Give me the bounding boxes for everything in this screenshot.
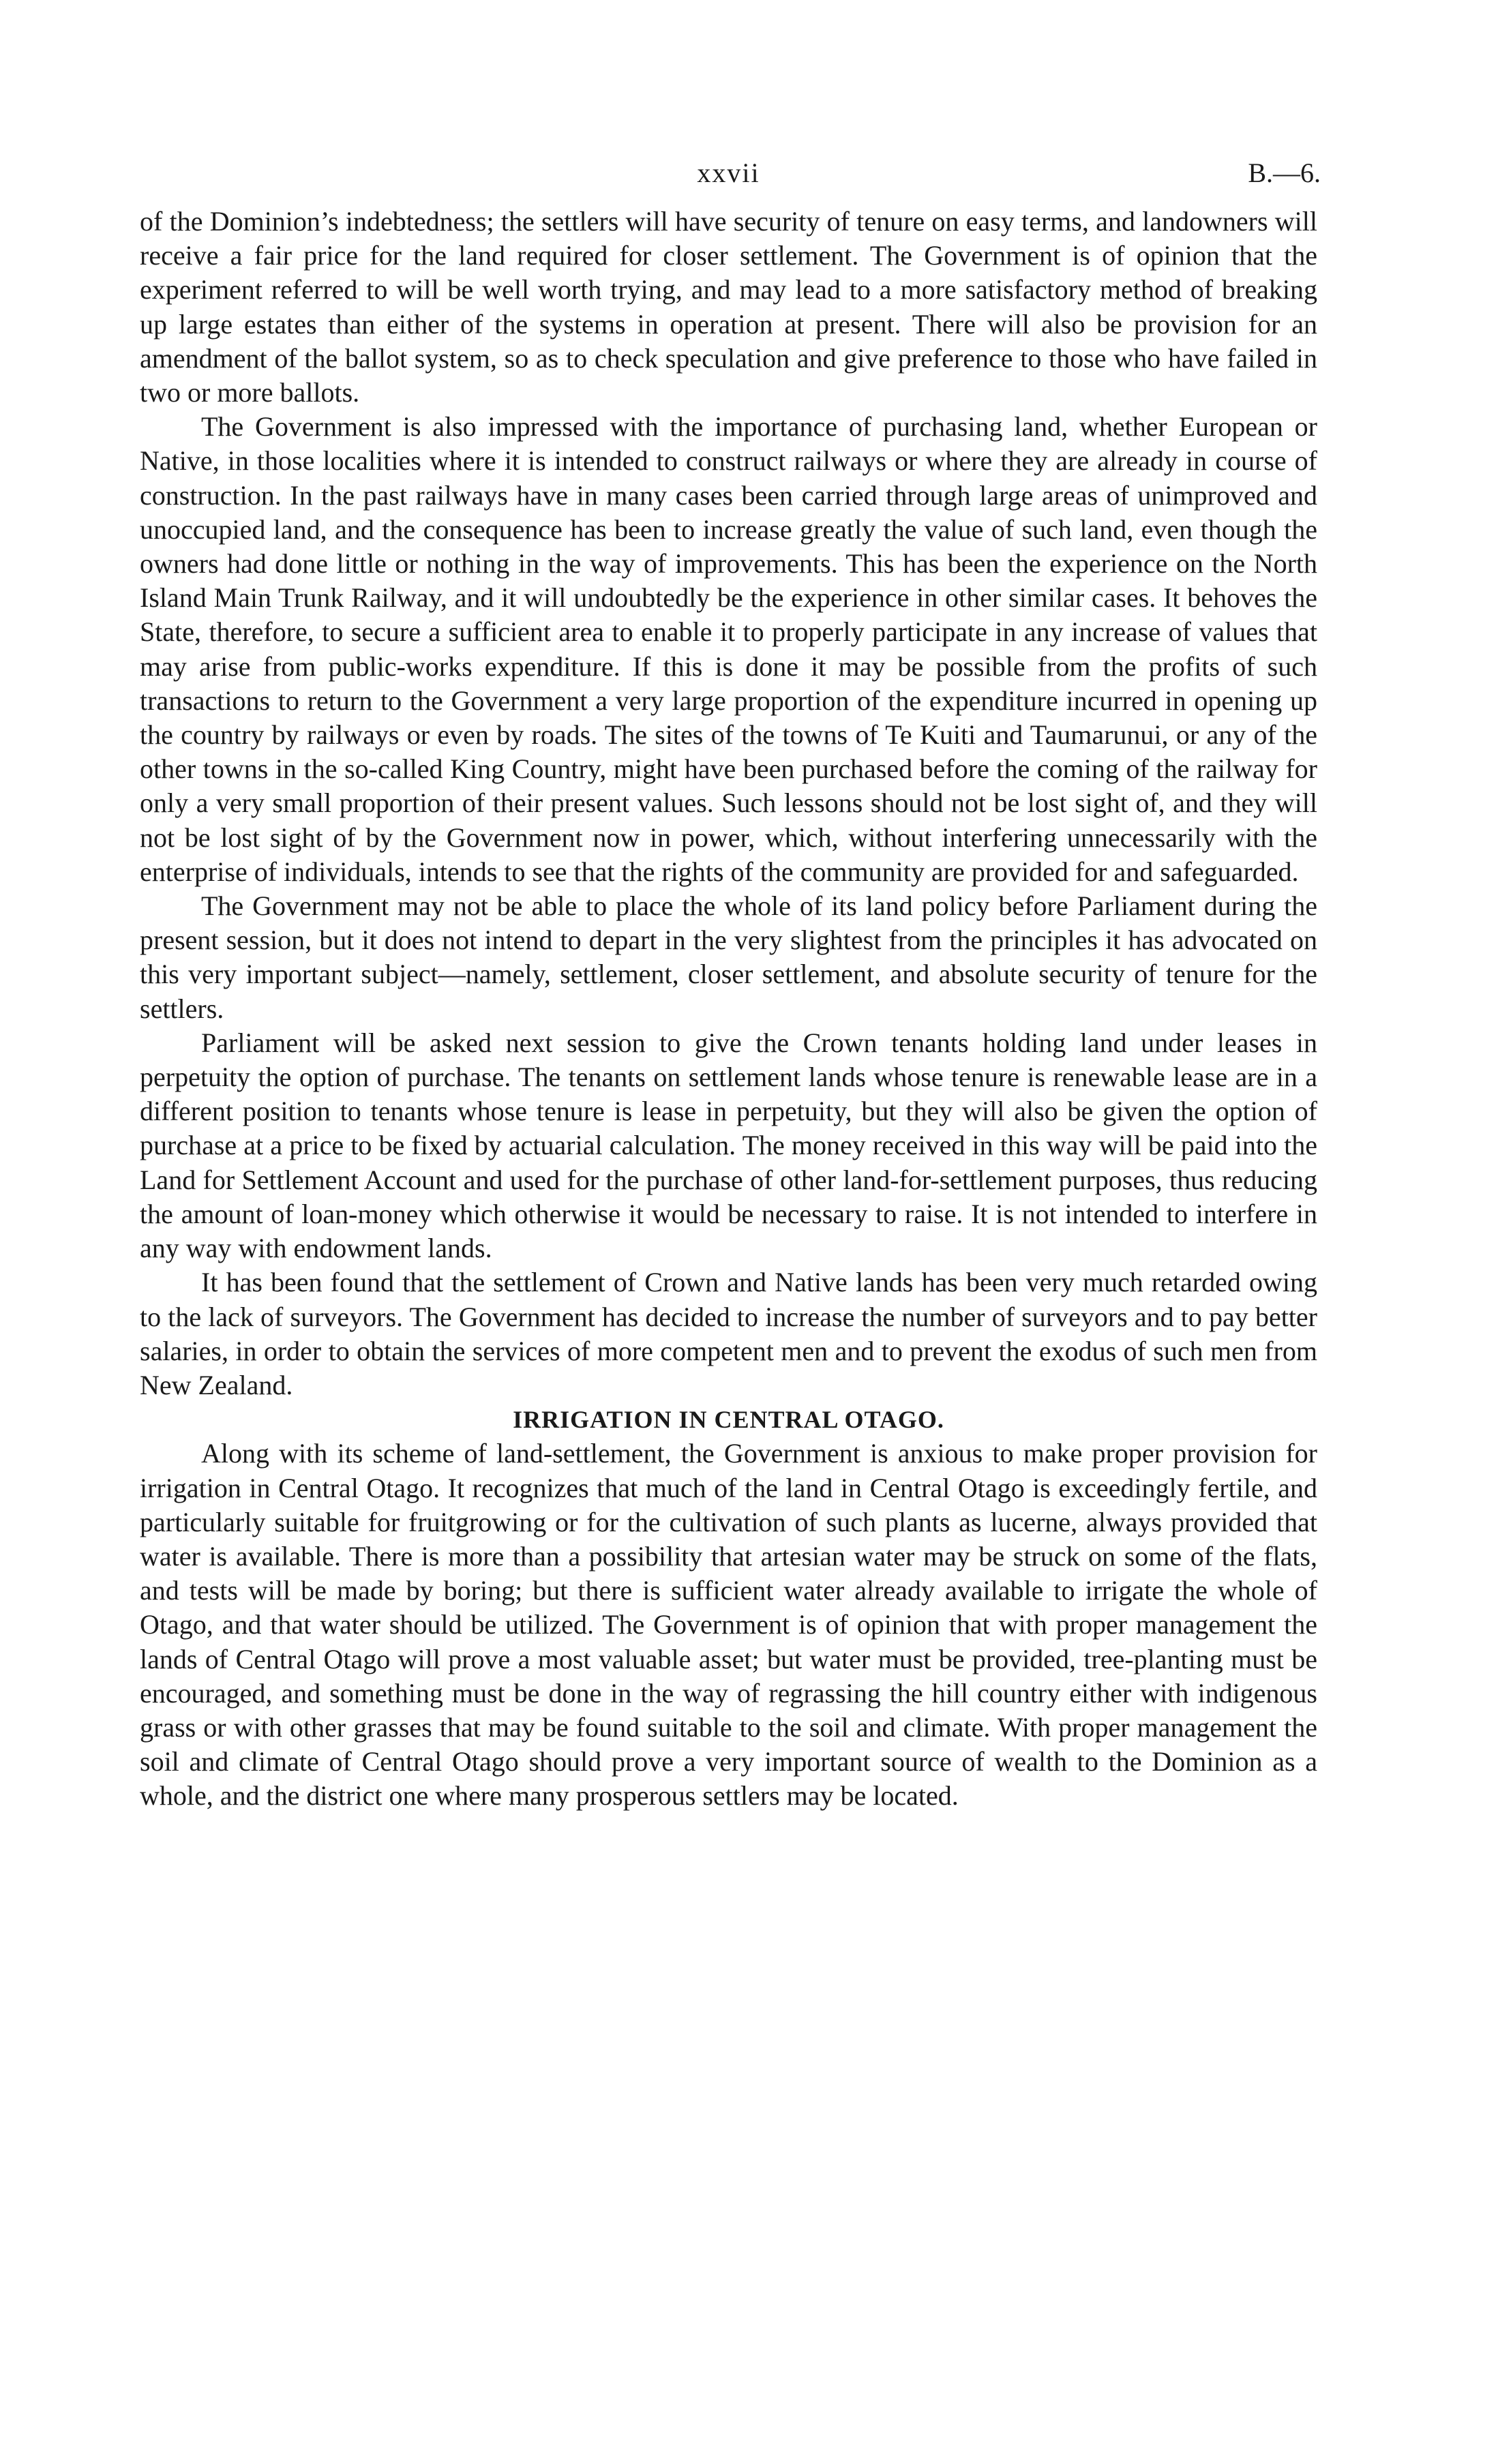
paragraph-surveyors: It has been found that the settlement of Crown and Native lands has been very much retarded owing to the lack of surveyors. The Government has decided to increase the number of surveyors and to pay better salaries, in order to obtain the services of more competent men and to prevent the exodus of such men from New Zealand. [140,1267,1317,1400]
paragraph-railway-land-purchase: The Government is also impressed with the importance of purchasing land, whether European or Native, in those localities where it is intended to construct railways or where they are already in course of construction. In the past railways have in many cases been carried through large areas of unimproved and unoccupied land, and the consequence has been to increase greatly the value of such land, even though the owners had done little or nothing in the way of improvements. This has been the experience on the North Island Main Trunk Railway, and it will undoubtedly be the experience in other similar cases. It behoves the State, therefore, to secure a sufficient area to enable it to properly participate in any increase of values that may arise from public-works expenditure. If this is done it may be possible from the profits of such transactions to return to the Government a very large proportion of the expenditure incurred in opening up the country by railways or even by roads. The sites of the towns of Te Kuiti and Taumarunui, or any of the other towns in the so-called King Country, might have been purchased before the coming of the railway for only a very small proportion of their present values. Such lessons should not be lost sight of, and they will not be lost sight of by the Government now in power, which, without interfering unnecessarily with the enterprise of individuals, intends to see that the rights of the community are provided for and safeguarded. [140,411,1317,887]
page-header [140,157,1321,205]
paragraph-land-policy: The Government may not be able to place the whole of its land policy before Parliament during the present session, but it does not intend to depart in the very slightest from the principles it has advocated on this very important subject—namely, settlement, closer settlement, and absolute security of tenure for the settlers. [140,890,1317,1024]
page-number: xxvii [697,157,760,188]
document-page [140,157,1321,1814]
document-code: B.—6. [1248,157,1321,188]
paragraph-crown-tenants: Parliament will be asked next session to give the Crown tenants holding land under leases in perpetuity the option of purchase. The tenants on settlement lands whose tenure is renewable lease are in a different position to tenants whose tenure is lease in perpetuity, but they will also be given the option of purchase at a price to be fixed by actuarial calculation. The money received in this way will be paid into the Land for Settlement Account and used for the purchase of other land-for-settlement purposes, thus reducing the amount of loan-money which otherwise it would be necessary to raise. It is not intended to interfere in any way with endowment lands. [140,1027,1317,1264]
paragraph-irrigation: Along with its scheme of land-settlement, the Government is anxious to make proper provision for irrigation in Central Otago. It recognizes that much of the land in Central Otago is exceedingly fertile, and particularly suitable for fruitgrowing or for the cultivation of such plants as lucerne, always provided that water is available. There is more than a possibility that artesian water may be struck on some of the flats, and tests will be made by boring; but there is sufficient water already available to irrigate the whole of Otago, and that water should be utilized. The Government is of opinion that with proper management the lands of Central Otago will prove a most valuable asset; but water must be provided, tree-planting must be encouraged, and something must be done in the way of regrassing the hill country either with indigenous grass or with other grasses that may be found suitable to the soil and climate. With proper management the soil and climate of Central Otago should prove a very important source of wealth to the Dominion as a whole, and the district one where many prosperous settlers may be located. [140,1438,1317,1812]
paragraph-continued: of the Dominion’s indebtedness; the settlers will have security of tenure on easy terms, and landowners will receive a fair price for the land required for closer settlement. The Government is of opinion that the experiment referred to will be well worth trying, and may lead to a more satisfactory method of breaking up large estates than either of the systems in operation at present. There will also be provision for an amendment of the ballot system, so as to check speculation and give preference to those who have failed in two or more ballots. [140,206,1317,408]
section-heading-irrigation: IRRIGATION IN CENTRAL OTAGO. [513,1406,944,1434]
body-text [140,205,1317,1814]
